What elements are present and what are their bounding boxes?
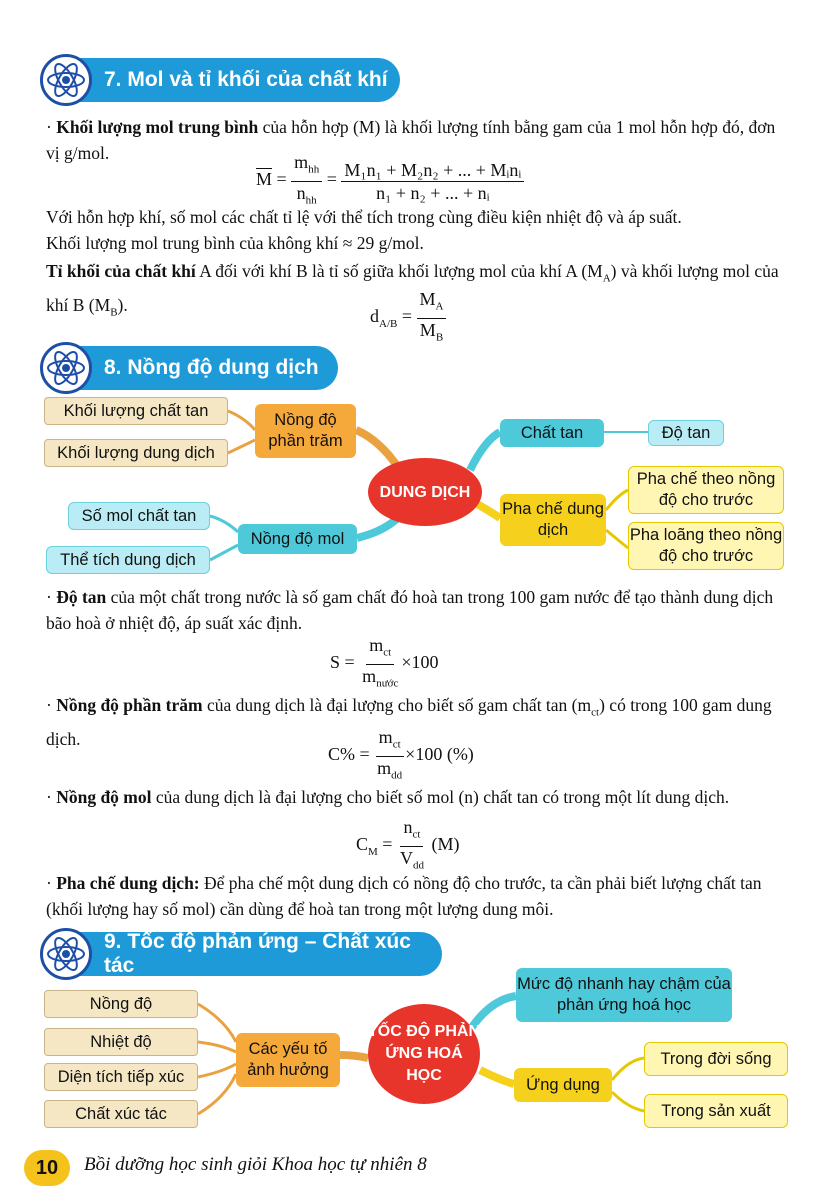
connector — [228, 411, 255, 430]
connector — [612, 1058, 644, 1080]
formula-denominator: n₁ + n₂ + ... + nᵢ — [376, 182, 490, 203]
formula-sub: ct — [383, 646, 392, 659]
formula-m: M — [419, 289, 436, 309]
formula-lhs: C% = — [328, 744, 370, 765]
solubility-formula — [330, 634, 439, 694]
formula-numerator: M₁n₁ + M₂n₂ + ... + Mᵢnᵢ — [341, 159, 524, 182]
connector — [606, 530, 628, 548]
formula-tail: ×100 — [401, 652, 439, 673]
avg-mass-paragraph: · Khối lượng mol trung bình của hỗn hợp (M) là khối lượng tính bằng gam của 1 mol hỗn hợp đó, đơn vị g/mol. — [46, 117, 776, 163]
formula-m: m — [378, 727, 393, 747]
avg-mass-formula: $\overline{M}$ = $\frac{m_{hh}}{n_{hh}}$ = $\frac{\text{M₁n₁ + M₂n₂ + ... + Mᵢnᵢ}}{\text{n₁ + n₂ + ... + nᵢ}}$ — [256, 151, 524, 211]
term: Nồng độ phần trăm — [56, 695, 203, 715]
connector — [210, 545, 238, 560]
definition: của dung dịch là đại lượng cho biết số gam chất tan (m — [202, 695, 592, 715]
prepare-paragraph: · Pha chế dung dịch: Để pha chế một dung dịch có nồng độ cho trước, ta cần phải biết lượng chất tan (khối lượng hay số mol) cần dùng để hoà tan trong một lượng dung môi. — [46, 873, 762, 919]
molar-formula — [356, 816, 459, 876]
connector — [198, 1042, 236, 1052]
node-solute: Chất tan — [500, 419, 604, 447]
formula-eq: = — [377, 834, 393, 855]
node-molar-concentration: Nồng độ mol — [238, 524, 357, 554]
sub: A — [602, 272, 611, 285]
atom-icon — [40, 928, 92, 980]
node-prepare-solution: Pha chế dung dịch — [500, 494, 606, 546]
formula-sub: ct — [392, 738, 401, 751]
sub: B — [110, 306, 118, 318]
term: Khối lượng mol trung bình — [56, 117, 259, 137]
formula-sub: ct — [412, 828, 421, 841]
node-production: Trong sản xuất — [644, 1094, 788, 1128]
definition: ) và khối lượng mol của khí B (M — [46, 261, 779, 315]
formula-n: n — [296, 182, 306, 203]
formula-lhs: $\overline{M}$ — [256, 169, 273, 190]
connector — [198, 1004, 236, 1042]
connector — [198, 1074, 236, 1114]
formula-sub: hh — [305, 194, 317, 207]
formula-m: m — [294, 152, 309, 172]
formula-n: n — [403, 817, 413, 837]
connector — [470, 432, 500, 470]
formula-m: m — [369, 635, 384, 655]
node-prepare-given: Pha chế theo nồng độ cho trước — [628, 466, 784, 514]
section-heading-9 — [42, 932, 442, 976]
formula-m: m — [377, 757, 392, 778]
formula-m: M — [419, 319, 436, 340]
term: Độ tan — [56, 587, 107, 607]
molar-paragraph: · Nồng độ mol của dung dịch là đại lượng cho biết số mol (n) chất tan có trong một lít dung dịch. — [46, 787, 730, 807]
term: Pha chế dung dịch: — [56, 873, 200, 893]
gas-line-2: Khối lượng mol trung bình của không khí ≈ 29 g/mol. — [46, 233, 424, 253]
section-title: 8. Nồng độ dung dịch — [104, 356, 319, 379]
definition: của dung dịch là đại lượng cho biết số mol (n) chất tan có trong một lít dung dịch. — [151, 787, 730, 807]
sub: ct — [591, 706, 600, 719]
formula-sub: B — [435, 331, 444, 344]
node-surface-area: Diện tích tiếp xúc — [44, 1063, 198, 1091]
definition: của hỗn hợp (M) là khối lượng tính bằng gam của 1 mol hỗn hợp đó, đơn vị g/mol. — [46, 117, 776, 163]
connector — [228, 440, 255, 453]
node-dilute-given: Pha loãng theo nồng độ cho trước — [628, 522, 784, 570]
formula-sub: A/B — [379, 317, 398, 330]
solubility-paragraph: · Độ tan của một chất trong nước là số gam chất đó hoà tan trong 100 gam nước để tạo thành dung dịch bão hoà ở nhiệt độ, áp suất xác định. — [46, 587, 774, 633]
node-measure: Mức độ nhanh hay chậm của phản ứng hoá học — [516, 968, 732, 1022]
node-mass-solution: Khối lượng dung dịch — [44, 439, 228, 467]
atom-icon — [40, 54, 92, 106]
atom-icon — [40, 342, 92, 394]
term: Nồng độ mol — [56, 787, 152, 807]
node-mass-solute: Khối lượng chất tan — [44, 397, 228, 425]
connector — [612, 1092, 644, 1111]
formula-v: V — [399, 847, 413, 868]
section-title: 9. Tốc độ phản ứng – Chất xúc tác — [104, 930, 411, 977]
gas-line-1: Với hỗn hợp khí, số mol các chất tỉ lệ với thể tích trong cùng điều kiện nhiệt độ và áp suất. — [46, 207, 682, 227]
formula-sub: nước — [376, 677, 399, 690]
node-percent-concentration: Nồng độ phần trăm — [255, 404, 356, 458]
node-application: Ứng dụng — [514, 1068, 612, 1102]
section-heading-7 — [42, 58, 400, 102]
formula-lhs: C — [356, 834, 369, 855]
book-title: Bồi dưỡng học sinh giỏi Khoa học tự nhiên 8 — [84, 1154, 427, 1175]
connector — [480, 1070, 514, 1084]
formula-tail: ×100 (%) — [405, 744, 474, 765]
node-catalyst: Chất xúc tác — [44, 1100, 198, 1128]
definition: ). — [117, 294, 128, 315]
node-daily-life: Trong đời sống — [644, 1042, 788, 1076]
definition: A đối với khí B là tỉ số giữa khối lượng mol của khí A (M — [195, 261, 603, 281]
section-title: 7. Mol và tỉ khối của chất khí — [104, 68, 388, 91]
page-number: 10 — [24, 1150, 70, 1186]
node-temperature: Nhiệt độ — [44, 1028, 198, 1056]
formula-sub: A — [435, 300, 444, 313]
definition: Để pha chế một dung dịch có nồng độ cho trước, ta cần phải biết lượng chất tan (khối lượng hay số mol) cần dùng để hoà tan trong một lượng dung môi. — [46, 873, 762, 919]
formula-sub: dd — [412, 859, 424, 872]
gas-paragraph — [46, 204, 791, 256]
node-mol-solute: Số mol chất tan — [68, 502, 210, 530]
node-center-solution: DUNG DỊCH — [368, 458, 482, 526]
formula-sub: M — [368, 845, 378, 858]
connector — [198, 1064, 236, 1077]
formula-m: m — [362, 665, 377, 686]
node-concentration: Nồng độ — [44, 990, 198, 1018]
percent-paragraph: · Nồng độ phần trăm của dung dịch là đại lượng cho biết số gam chất $\tan (m_{ct})$ có trong 100 gam dung dịch. — [46, 695, 772, 749]
formula-lhs: S = — [330, 652, 355, 673]
connector — [340, 1055, 368, 1058]
node-factors: Các yếu tố ảnh hưởng — [236, 1033, 340, 1087]
percent-formula — [328, 726, 474, 786]
formula-tail: (M) — [431, 834, 460, 855]
formula-sub: dd — [391, 769, 403, 782]
density-formula: $d_{A/B}$ = $\frac{M_A}{M_B}$ — [370, 288, 446, 348]
connector — [606, 490, 628, 510]
node-solubility: Độ tan — [648, 420, 724, 446]
definition: của một chất trong nước là số gam chất đó hoà tan trong 100 gam nước để tạo thành dung dịch bão hoà ở nhiệt độ, áp suất xác định. — [46, 587, 774, 633]
formula-d: d — [370, 306, 379, 327]
definition: ) có trong 100 gam dung dịch. — [46, 695, 772, 749]
node-volume-solution: Thể tích dung dịch — [46, 546, 210, 574]
formula-sub: hh — [308, 163, 320, 176]
node-center-rate: TỐC ĐỘ PHẢN ỨNG HOÁ HỌC — [368, 1004, 480, 1104]
term: Tỉ khối của chất khí — [46, 261, 196, 281]
connector — [210, 516, 238, 532]
